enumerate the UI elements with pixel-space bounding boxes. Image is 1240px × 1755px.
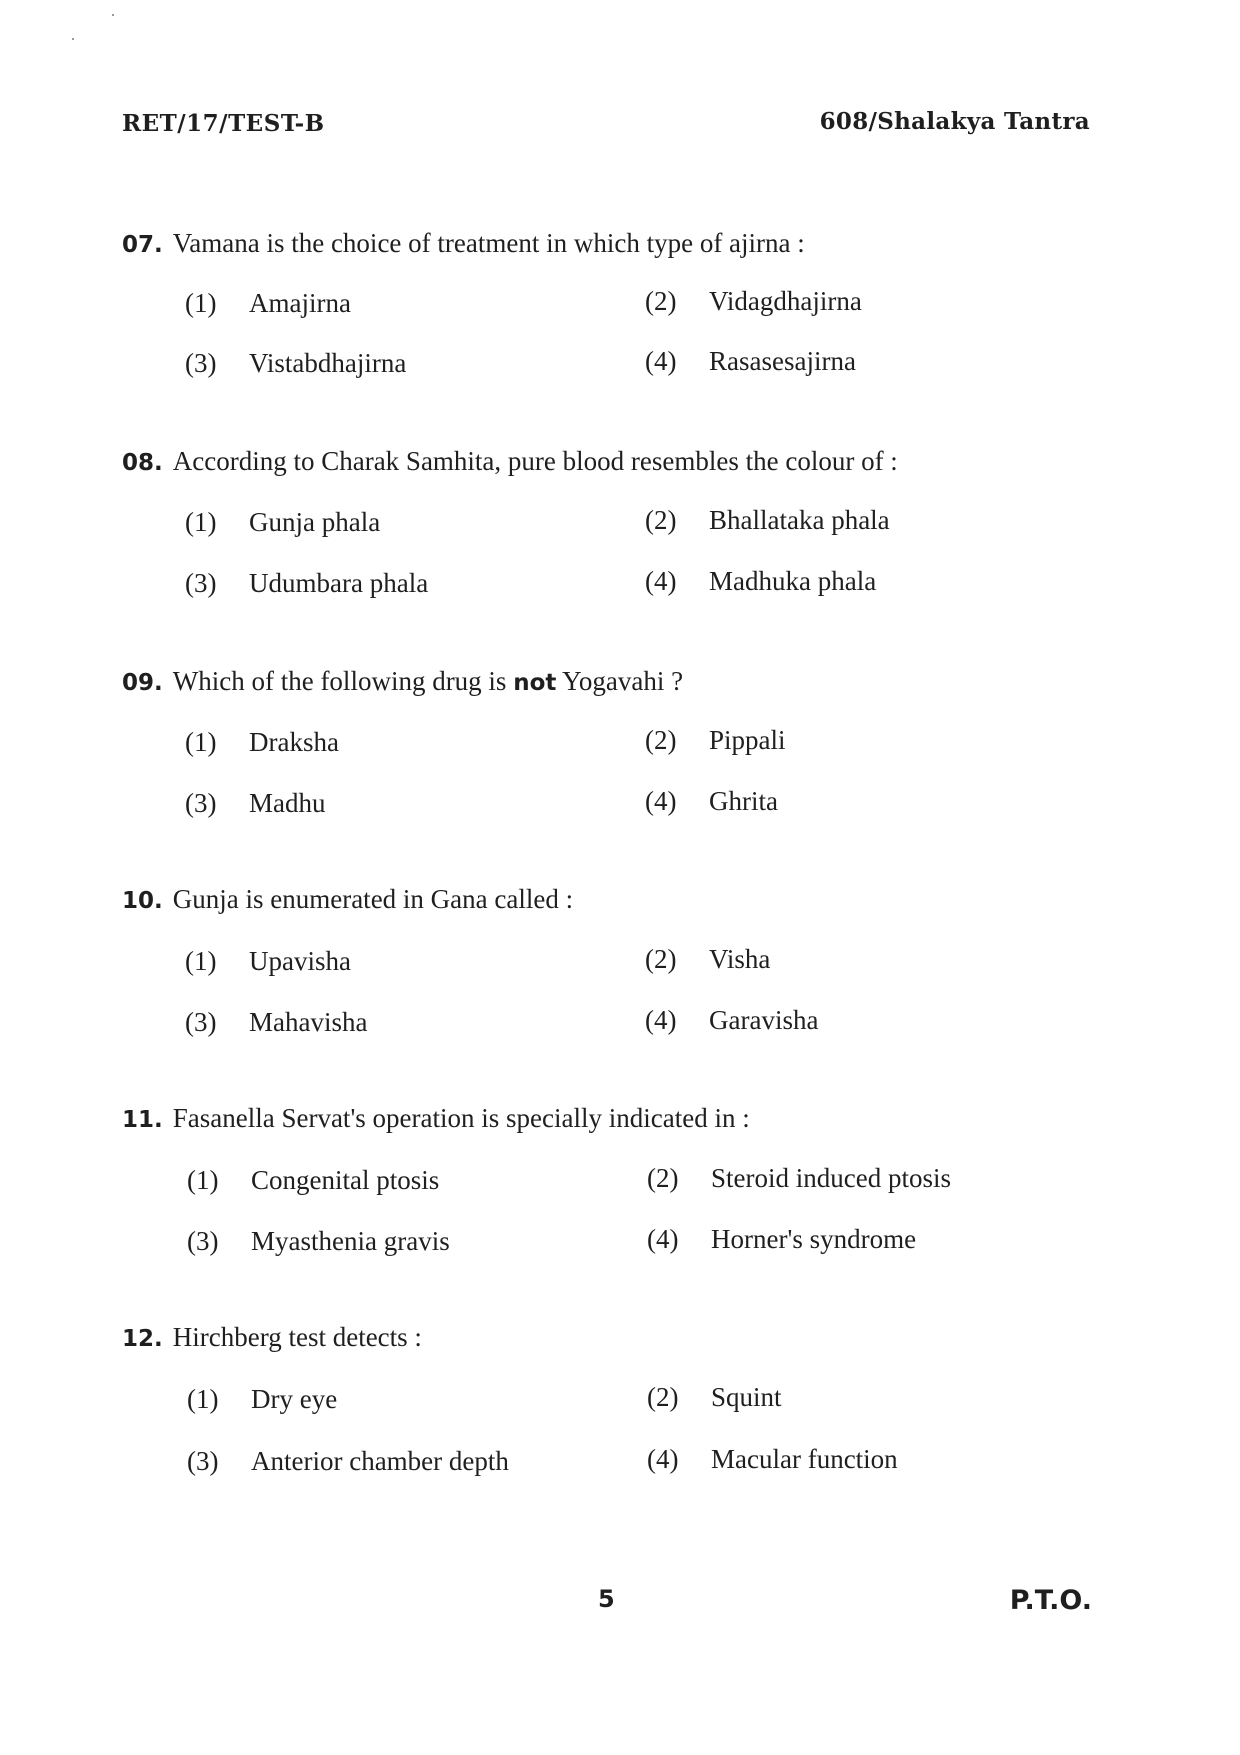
- option-number: (3): [185, 1007, 217, 1037]
- option-text: Squint: [711, 1382, 782, 1412]
- question-text: Vamana is the choice of treatment in which type of ajirna :: [172, 228, 805, 258]
- option-number: (3): [185, 568, 217, 598]
- option-text: Macular function: [711, 1444, 898, 1474]
- option-text: Gunja phala: [249, 507, 381, 537]
- emphasis-not: not: [513, 670, 557, 696]
- question-11: [122, 1101, 1102, 1137]
- option-number: (4): [645, 566, 677, 596]
- option-text: Anterior chamber depth: [251, 1446, 509, 1476]
- option: [645, 1005, 818, 1036]
- option: [185, 507, 380, 538]
- option-text: Ghrita: [709, 786, 778, 816]
- option: [647, 1224, 916, 1255]
- option: [645, 725, 786, 756]
- question-07: [122, 226, 1102, 262]
- option-number: (4): [645, 346, 677, 376]
- page-number: 5: [598, 1585, 615, 1613]
- option-number: (3): [185, 348, 217, 378]
- option: [645, 286, 862, 317]
- scan-speck: [112, 14, 114, 16]
- subject-code: 608/Shalakya Tantra: [819, 108, 1090, 135]
- question-number: 10.: [122, 888, 163, 914]
- question-number: 12.: [122, 1326, 163, 1352]
- option-text: Vidagdhajirna: [709, 286, 862, 316]
- option-number: (2): [645, 725, 677, 755]
- option-number: (2): [645, 286, 677, 316]
- option-text: Udumbara phala: [249, 568, 429, 598]
- option-text: Upavisha: [249, 946, 351, 976]
- option-text: Madhu: [249, 788, 326, 818]
- option-number: (3): [185, 788, 217, 818]
- option-text: Pippali: [709, 725, 786, 755]
- question-12: [122, 1320, 1102, 1356]
- option-text: Mahavisha: [249, 1007, 368, 1037]
- option-text: Visha: [709, 944, 771, 974]
- option: [647, 1444, 898, 1475]
- question-number: 07.: [122, 232, 163, 258]
- option-text: Garavisha: [709, 1005, 819, 1035]
- option-number: (1): [187, 1384, 219, 1414]
- question-number: 08.: [122, 450, 163, 476]
- option-text: Vistabdhajirna: [249, 348, 407, 378]
- question-08: [122, 444, 1102, 480]
- option-number: (2): [647, 1382, 679, 1412]
- option-text: Myasthenia gravis: [251, 1226, 450, 1256]
- option: [187, 1384, 337, 1415]
- option-number: (1): [185, 507, 217, 537]
- option-text: Bhallataka phala: [709, 505, 890, 535]
- option-text: Amajirna: [249, 288, 351, 318]
- option: [187, 1226, 450, 1257]
- option: [645, 566, 876, 597]
- option: [185, 946, 351, 977]
- option-number: (1): [185, 727, 217, 757]
- option-number: (1): [185, 946, 217, 976]
- option-number: (1): [187, 1165, 219, 1195]
- option: [645, 505, 890, 536]
- question-text: According to Charak Samhita, pure blood resembles the colour of :: [172, 446, 898, 476]
- option-text: Madhuka phala: [709, 566, 877, 596]
- option-number: (4): [645, 786, 677, 816]
- option-number: (3): [187, 1446, 219, 1476]
- question-number: 09.: [122, 670, 163, 696]
- question-10: [122, 882, 1102, 918]
- option: [185, 788, 326, 819]
- question-text: Fasanella Servat's operation is specially indicated in :: [172, 1103, 750, 1133]
- question-text: Hirchberg test detects :: [172, 1322, 422, 1352]
- option-text: Dry eye: [251, 1384, 338, 1414]
- option-text: Rasasesajirna: [709, 346, 856, 376]
- option: [185, 1007, 367, 1038]
- option: [647, 1382, 782, 1413]
- option: [645, 346, 856, 377]
- option-number: (2): [645, 944, 677, 974]
- option-number: (2): [647, 1163, 679, 1193]
- option: [645, 786, 778, 817]
- please-turn-over: P.T.O.: [1009, 1585, 1092, 1616]
- option-text: Horner's syndrome: [711, 1224, 917, 1254]
- option-number: (2): [645, 505, 677, 535]
- option-number: (1): [185, 288, 217, 318]
- option-number: (3): [187, 1226, 219, 1256]
- option-text: Steroid induced ptosis: [711, 1163, 951, 1193]
- scan-speck: [72, 38, 74, 40]
- option: [185, 288, 351, 319]
- option: [185, 727, 339, 758]
- option: [185, 348, 406, 379]
- option: [645, 944, 770, 975]
- option: [185, 568, 428, 599]
- question-09: [122, 664, 1102, 700]
- exam-code: RET/17/TEST-B: [122, 110, 325, 137]
- option: [187, 1446, 509, 1477]
- question-text: Gunja is enumerated in Gana called :: [172, 884, 574, 914]
- option: [647, 1163, 951, 1194]
- option-text: Congenital ptosis: [251, 1165, 440, 1195]
- option-number: (4): [647, 1444, 679, 1474]
- option-text: Draksha: [249, 727, 339, 757]
- question-number: 11.: [122, 1107, 163, 1133]
- question-text: Which of the following drug is not Yogavahi ?: [172, 666, 684, 696]
- option: [187, 1165, 439, 1196]
- option-number: (4): [647, 1224, 679, 1254]
- option-number: (4): [645, 1005, 677, 1035]
